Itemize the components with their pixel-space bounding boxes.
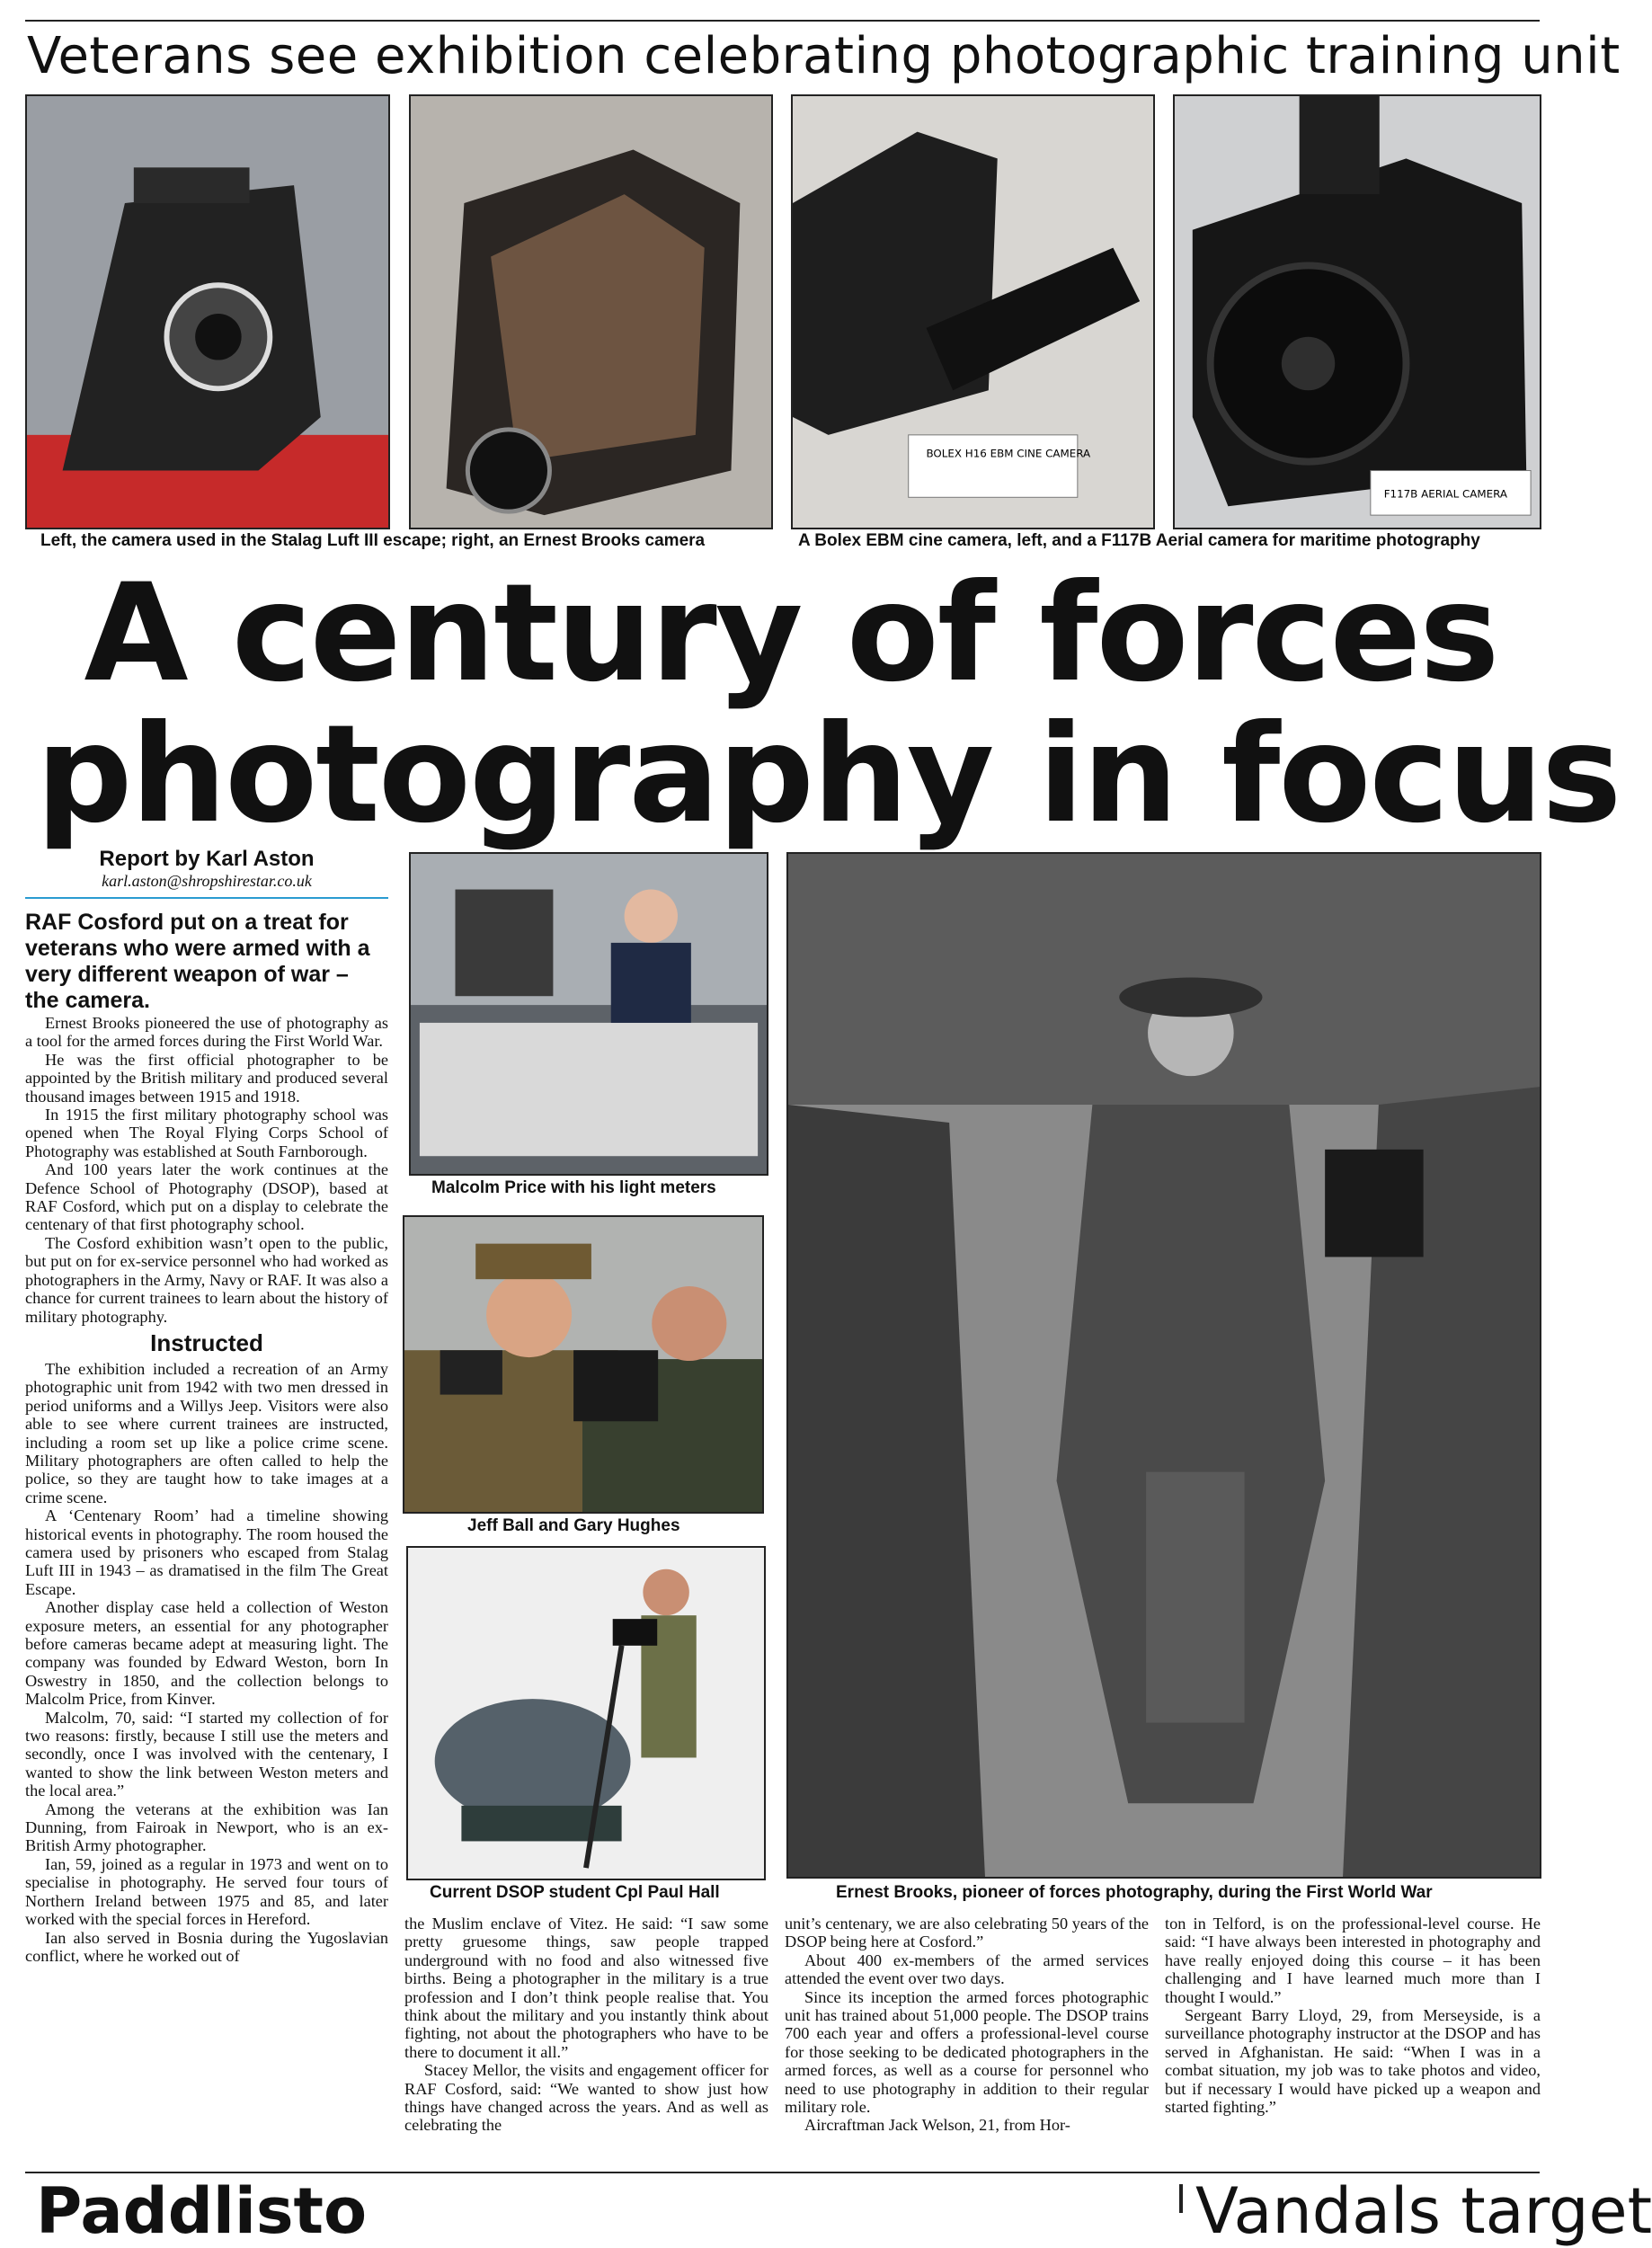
caption-jeff: Jeff Ball and Gary Hughes [467,1516,680,1535]
article-paragraph: Ian, 59, joined as a regular in 1973 and went on to specialise in photography. He served four tours of Northern Ireland between 1975 and 85, and later worked with the special forces in Hereford. [25,1854,388,1929]
article-column-1 [25,910,388,2172]
article-intro: RAF Cosford put on a treat for veterans who were armed with a very different weapon of war – the camera. [25,910,370,1013]
bolex-label: BOLEX H16 EBM CINE CAMERA [926,447,1091,460]
article-paragraph: Ernest Brooks pioneered the use of photography as a tool for the armed forces during the First World War. [25,1014,388,1051]
caption-malcolm: Malcolm Price with his light meters [431,1178,716,1197]
next-story-headline: Paddlisto [36,2174,368,2248]
strapline: Veterans see exhibition celebrating photographic training unit [27,27,1621,85]
bottom-rule [25,2172,1540,2173]
article-paragraph: Since its inception the armed forces photographic unit has trained about 51,000 people. The DSOP trains 700 each year and offers a professional-level course for those seeking to be dedicated photographers in the armed forces, as well as a course for personnel who need to use photography in addition to their regular military role. [785,1987,1149,2117]
article-paragraph: the Muslim enclave of Vitez. He said: “I saw some pretty gruesome things, saw people trapped underground with no food and also witnessed five births. Being a photographer in the military is a true profession and I don’t think people realise that. You think about the military and you instantly think about fighting, not about the photographers who have to be there to document it all.” [404,1915,768,2061]
article-column-2 [404,1915,768,2173]
photo-f117b-aerial-camera [1173,94,1541,529]
article-paragraph: The exhibition included a recreation of an Army photographic unit from 1942 with two men dressed in period uniforms and a Willys Jeep. Visitors were also able to see where current trainees are instructed, including a room set up like a police crime scene. Military photographers are often called to help the police, so they are taught how to take images at a crime scene. [25,1359,388,1506]
article-paragraph: He was the first official photographer to be appointed by the British military and produced several thousand images between 1915 and 1918. [25,1050,388,1106]
photo-ernest-brooks-ww1 [786,852,1541,1879]
article-paragraph: ton in Telford, is on the professional-level course. He said: “I have always been interested in photography and have really enjoyed doing this course – it has been challenging and I have learned much more than I thought I would.” [1165,1915,1541,2006]
caption-top-right: A Bolex EBM cine camera, left, and a F117B Aerial camera for maritime photography [798,531,1480,550]
byline-email: karl.aston@shropshirestar.co.uk [102,872,312,890]
article-paragraph: The Cosford exhibition wasn’t open to the public, but put on for ex-service personnel who had worked as photographers in the Army, Navy or RAF. It was also a chance for current trainees to learn about the history of military photography. [25,1233,388,1326]
photo-malcolm-price [409,852,768,1176]
article-paragraph: About 400 ex-members of the armed services attended the event over two days. [785,1950,1149,1988]
article-paragraph: Among the veterans at the exhibition was Ian Dunning, from Fairoak in Newport, who is an ex-British Army photographer. [25,1799,388,1855]
photo-jeff-gary [403,1215,764,1514]
article-column-3 [785,1915,1149,2173]
article-paragraph: Another display case held a collection of Weston exposure meters, an essential for any photographer before cameras became adept at measuring light. The company was founded by Edward Weston, born In Oswestry in 1850, and the collection belongs to Malcolm Price, from Kinver. [25,1598,388,1709]
photo-bolex-cine-camera [791,94,1155,529]
next-story-headline-right: Vandals target [1195,2174,1652,2248]
article-paragraph: Malcolm, 70, said: “I started my collection of for two reasons: firstly, because I still use the meters and secondly, once I was involved with the centenary, I wanted to show the link between Weston meters and the local area.” [25,1708,388,1800]
byline-rule [25,897,388,899]
article-paragraph: Stacey Mellor, the visits and engagement officer for RAF Cosford, said: “We wanted to show just how things have changed across the years. And as well as celebrating the [404,2061,768,2135]
photo-paul-hall [406,1546,766,1880]
article-paragraph: A ‘Centenary Room’ had a timeline showing historical events in photography. The room housed the camera used by prisoners who escaped from Stalag Luft III in 1943 – as dramatised in the film The Great Escape. [25,1506,388,1598]
byline-name: Report by Karl Aston [99,847,315,871]
caption-paul: Current DSOP student Cpl Paul Hall [430,1883,720,1902]
article-column-4 [1165,1915,1541,2173]
article-paragraph: unit’s centenary, we are also celebrating 50 years of the DSOP being here at Cosford.” [785,1915,1149,1951]
article-paragraph: And 100 years later the work continues at the Defence School of Photography (DSOP), based at RAF Cosford, which put on a display to celebrate the centenary of that first photography school. [25,1160,388,1234]
headline-line-1: A century of forces [84,555,1498,712]
f117-label: F117B AERIAL CAMERA [1383,487,1507,501]
article-paragraph: Aircraftman Jack Welson, 21, from Hor- [804,2116,1070,2135]
article-paragraph: Ian also served in Bosnia during the Yugoslavian conflict, where he worked out of [25,1928,388,1965]
subhead-instructed: Instructed [150,1328,263,1356]
headline-line-2: photography in focus [36,697,1621,853]
caption-brooks: Ernest Brooks, pioneer of forces photography, during the First World War [836,1883,1433,1902]
photo-stalag-camera [25,94,390,529]
caption-top-left: Left, the camera used in the Stalag Luft III escape; right, an Ernest Brooks camera [40,531,706,550]
column-divider [1179,2184,1183,2213]
top-rule [25,20,1540,22]
article-paragraph: Sergeant Barry Lloyd, 29, from Merseyside, is a surveillance photography instructor at the DSOP and has served in Afghanistan. He said: “When I was in a combat situation, my job was to take photos and video, but if necessary I would have picked up a weapon and started fighting.” [1165,2006,1541,2117]
photo-ernest-brooks-camera [409,94,773,529]
article-paragraph: In 1915 the first military photography school was opened when The Royal Flying Corps School of Photography was established at South Farnborough. [25,1106,388,1160]
